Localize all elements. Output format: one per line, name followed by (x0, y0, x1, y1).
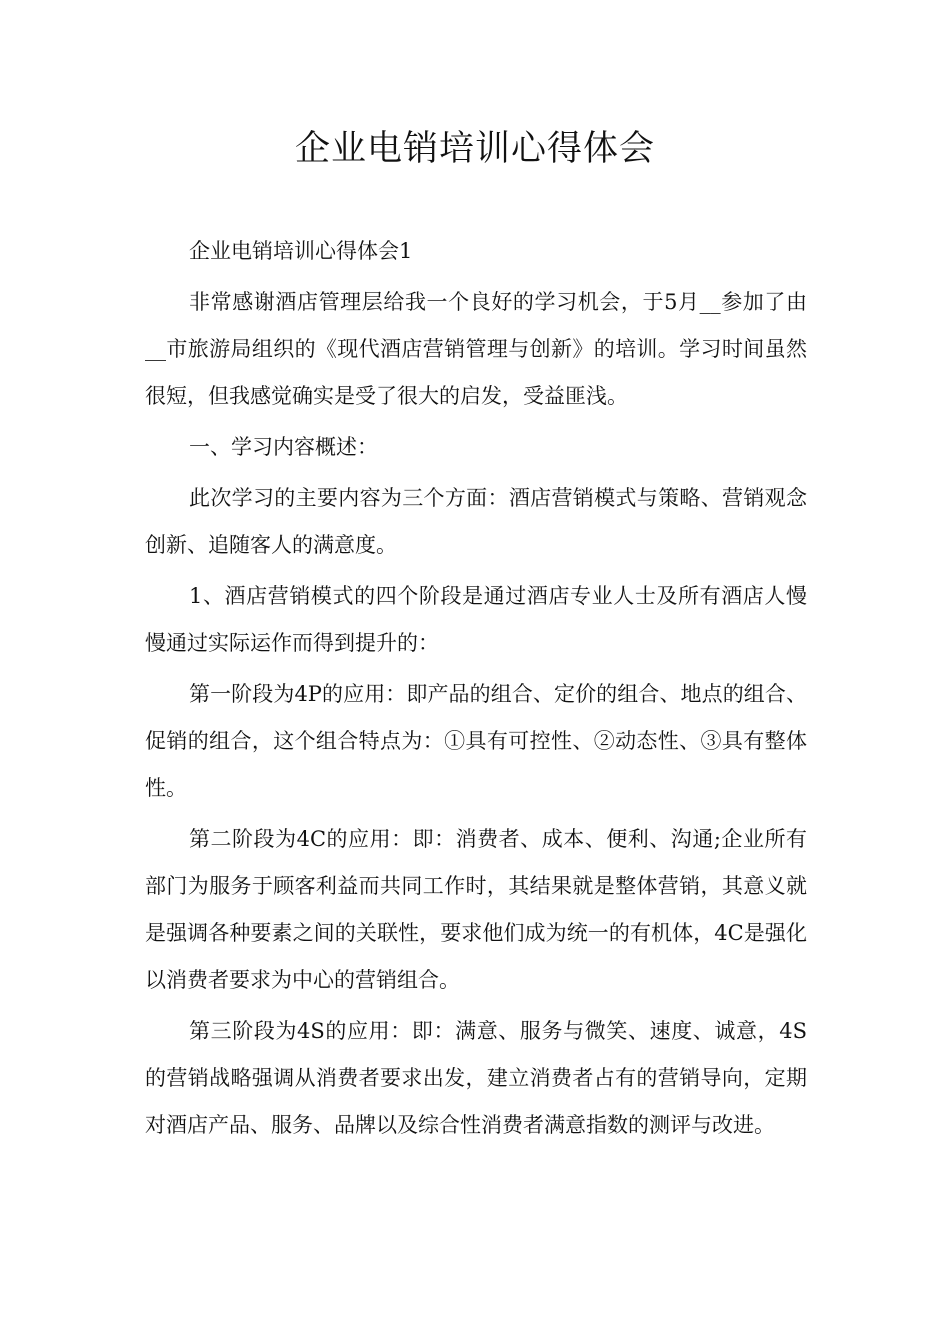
stage-two-paragraph: 第二阶段为4C的应用：即：消费者、成本、便利、沟通;企业所有部门为服务于顾客利益而共同工作时，其结果就是整体营销，其意义就是强调各种要素之间的关联性，要求他们成为统一的有机体，4C是强化以消费者要求为中心的营销组合。 (145, 827, 807, 992)
stage-one-paragraph: 第一阶段为4P的应用：即产品的组合、定价的组合、地点的组合、促销的组合，这个组合特点为：①具有可控性、②动态性、③具有整体性。 (145, 682, 807, 800)
document-title: 企业电销培训心得体会 (294, 129, 655, 169)
overview-heading: 一、学习内容概述： (189, 435, 378, 459)
stage-three-paragraph: 第三阶段为4S的应用：即：满意、服务与微笑、速度、诚意，4S的营销战略强调从消费者要求出发，建立消费者占有的营销导向，定期对酒店产品、服务、品牌以及综合性消费者满意指数的测评与改进。 (145, 1019, 807, 1137)
overview-paragraph: 此次学习的主要内容为三个方面：酒店营销模式与策略、营销观念创新、追随客人的满意度。 (145, 486, 807, 557)
section-heading: 企业电销培训心得体会1 (189, 239, 413, 263)
marketing-model-paragraph: 1、酒店营销模式的四个阶段是通过酒店专业人士及所有酒店人慢慢通过实际运作而得到提升的： (145, 584, 807, 655)
document-body (145, 228, 807, 1153)
intro-paragraph: 非常感谢酒店管理层给我一个良好的学习机会，于5月__参加了由__市旅游局组织的《现代酒店营销管理与创新》的培训。学习时间虽然很短，但我感觉确实是受了很大的启发，受益匪浅。 (145, 290, 807, 408)
